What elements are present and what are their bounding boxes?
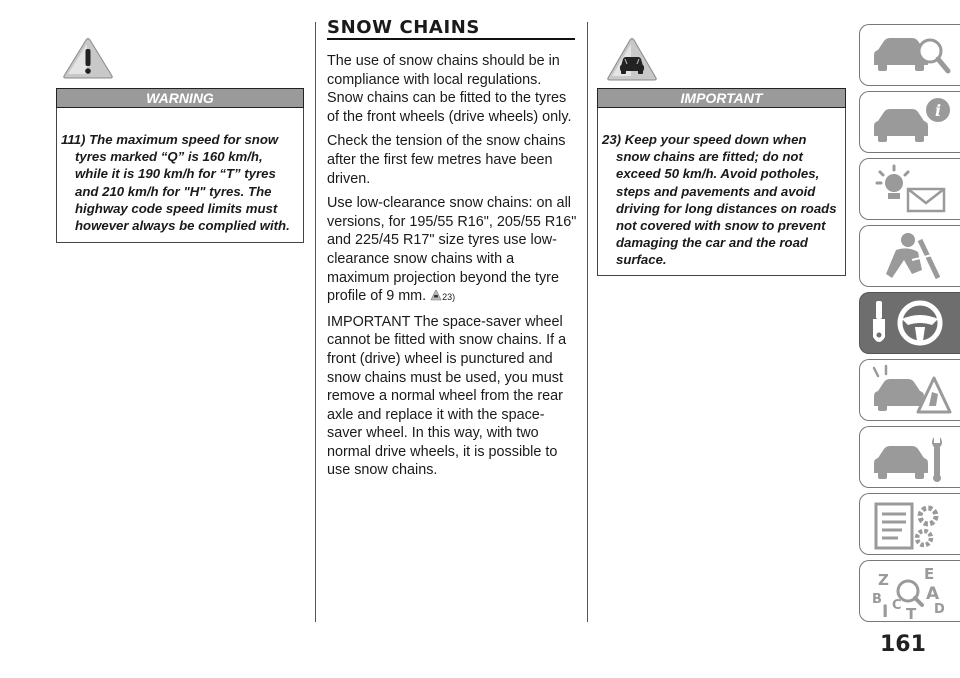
column-divider-left [315,22,316,622]
svg-text:i: i [934,101,942,120]
car-search-icon [868,29,954,83]
paragraph-4: IMPORTANT The space-saver wheel cannot be fitted with snow chains. If a front (drive) wheel is punctured and snow chains must be used, you must remove a normal wheel from the rear axle and replace it with the space-saver wheel. In this way, with two normal drive wheels, it is possible to use snow chains. [327,313,567,479]
warning-lights-icon [868,163,954,217]
page-number: 161 [880,632,926,657]
index-letter-b: B [872,592,882,607]
important-note [602,131,841,269]
tab-car-search[interactable] [859,24,960,86]
tab-airbag-seat[interactable] [859,225,960,287]
alphabetical-index-icon [868,565,954,619]
tab-specifications[interactable] [859,493,960,555]
column-divider-right [587,22,588,622]
index-letter-c: C [892,598,902,613]
car-info-icon [868,96,954,150]
section-title: SNOW CHAINS [327,18,575,40]
warning-note-text: The maximum speed for snow tyres marked “Q” is 160 km/h, while it is 190 km/h for “T” tyres and 210 km/h for "H" tyres. The highway code speed limits must however always be complied with. [75,132,290,234]
key-steering-wheel-icon [868,297,954,351]
warning-note [61,131,299,234]
tab-alphabetical-index[interactable] [859,560,960,622]
index-letter-t: T [906,605,917,619]
tab-car-wrench[interactable] [859,426,960,488]
car-wrench-icon [868,431,954,485]
warning-note-number: 111) [61,132,86,147]
snow-chain-road-icon [602,36,662,82]
warning-triangle-icon [58,36,118,80]
important-header: IMPORTANT [597,88,846,108]
car-accident-icon [868,364,954,418]
index-letter-d: D [934,602,945,617]
warning-header: WARNING [56,88,304,108]
tab-key-steering-wheel[interactable] [859,292,960,354]
paragraph-3-text: Use low-clearance snow chains: on all versions, for 195/55 R16", 205/55 R16" and 225/45 R17" size tyres use low-clearance snow chains with a maximum projection beyond the tyre profile of 9 mm. [327,195,577,305]
tab-warning-lights[interactable] [859,158,960,220]
paragraph-1: The use of snow chains should be in compliance with local regulations. Snow chains can be fitted to the tyres of the front wheels (drive wheels) only. [327,53,572,125]
tab-car-accident[interactable] [859,359,960,421]
specifications-gear-icon [868,498,954,552]
section-body [327,52,579,486]
index-letter-e: E [924,565,935,583]
paragraph-3 [327,194,579,307]
index-letter-z: Z [878,571,889,589]
important-note-text: Keep your speed down when snow chains are fitted; do not exceed 50 km/h. Avoid potholes, steps and pavements and avoid driving for long distances on roads not covered with snow to prevent damaging the car and the road surface. [616,132,837,268]
paragraph-2: Check the tension of the snow chains after the first few metres have been driven. [327,133,566,187]
snow-chain-warning-icon [430,289,442,301]
important-note-number: 23) [602,132,622,147]
index-letter-a: A [926,584,940,604]
paragraph-3-ref: 23) [442,292,456,303]
index-letter-i: I [882,602,889,619]
warning-box [56,108,304,243]
tab-car-info[interactable] [859,91,960,153]
airbag-seat-icon [868,230,954,284]
important-box [597,108,846,276]
